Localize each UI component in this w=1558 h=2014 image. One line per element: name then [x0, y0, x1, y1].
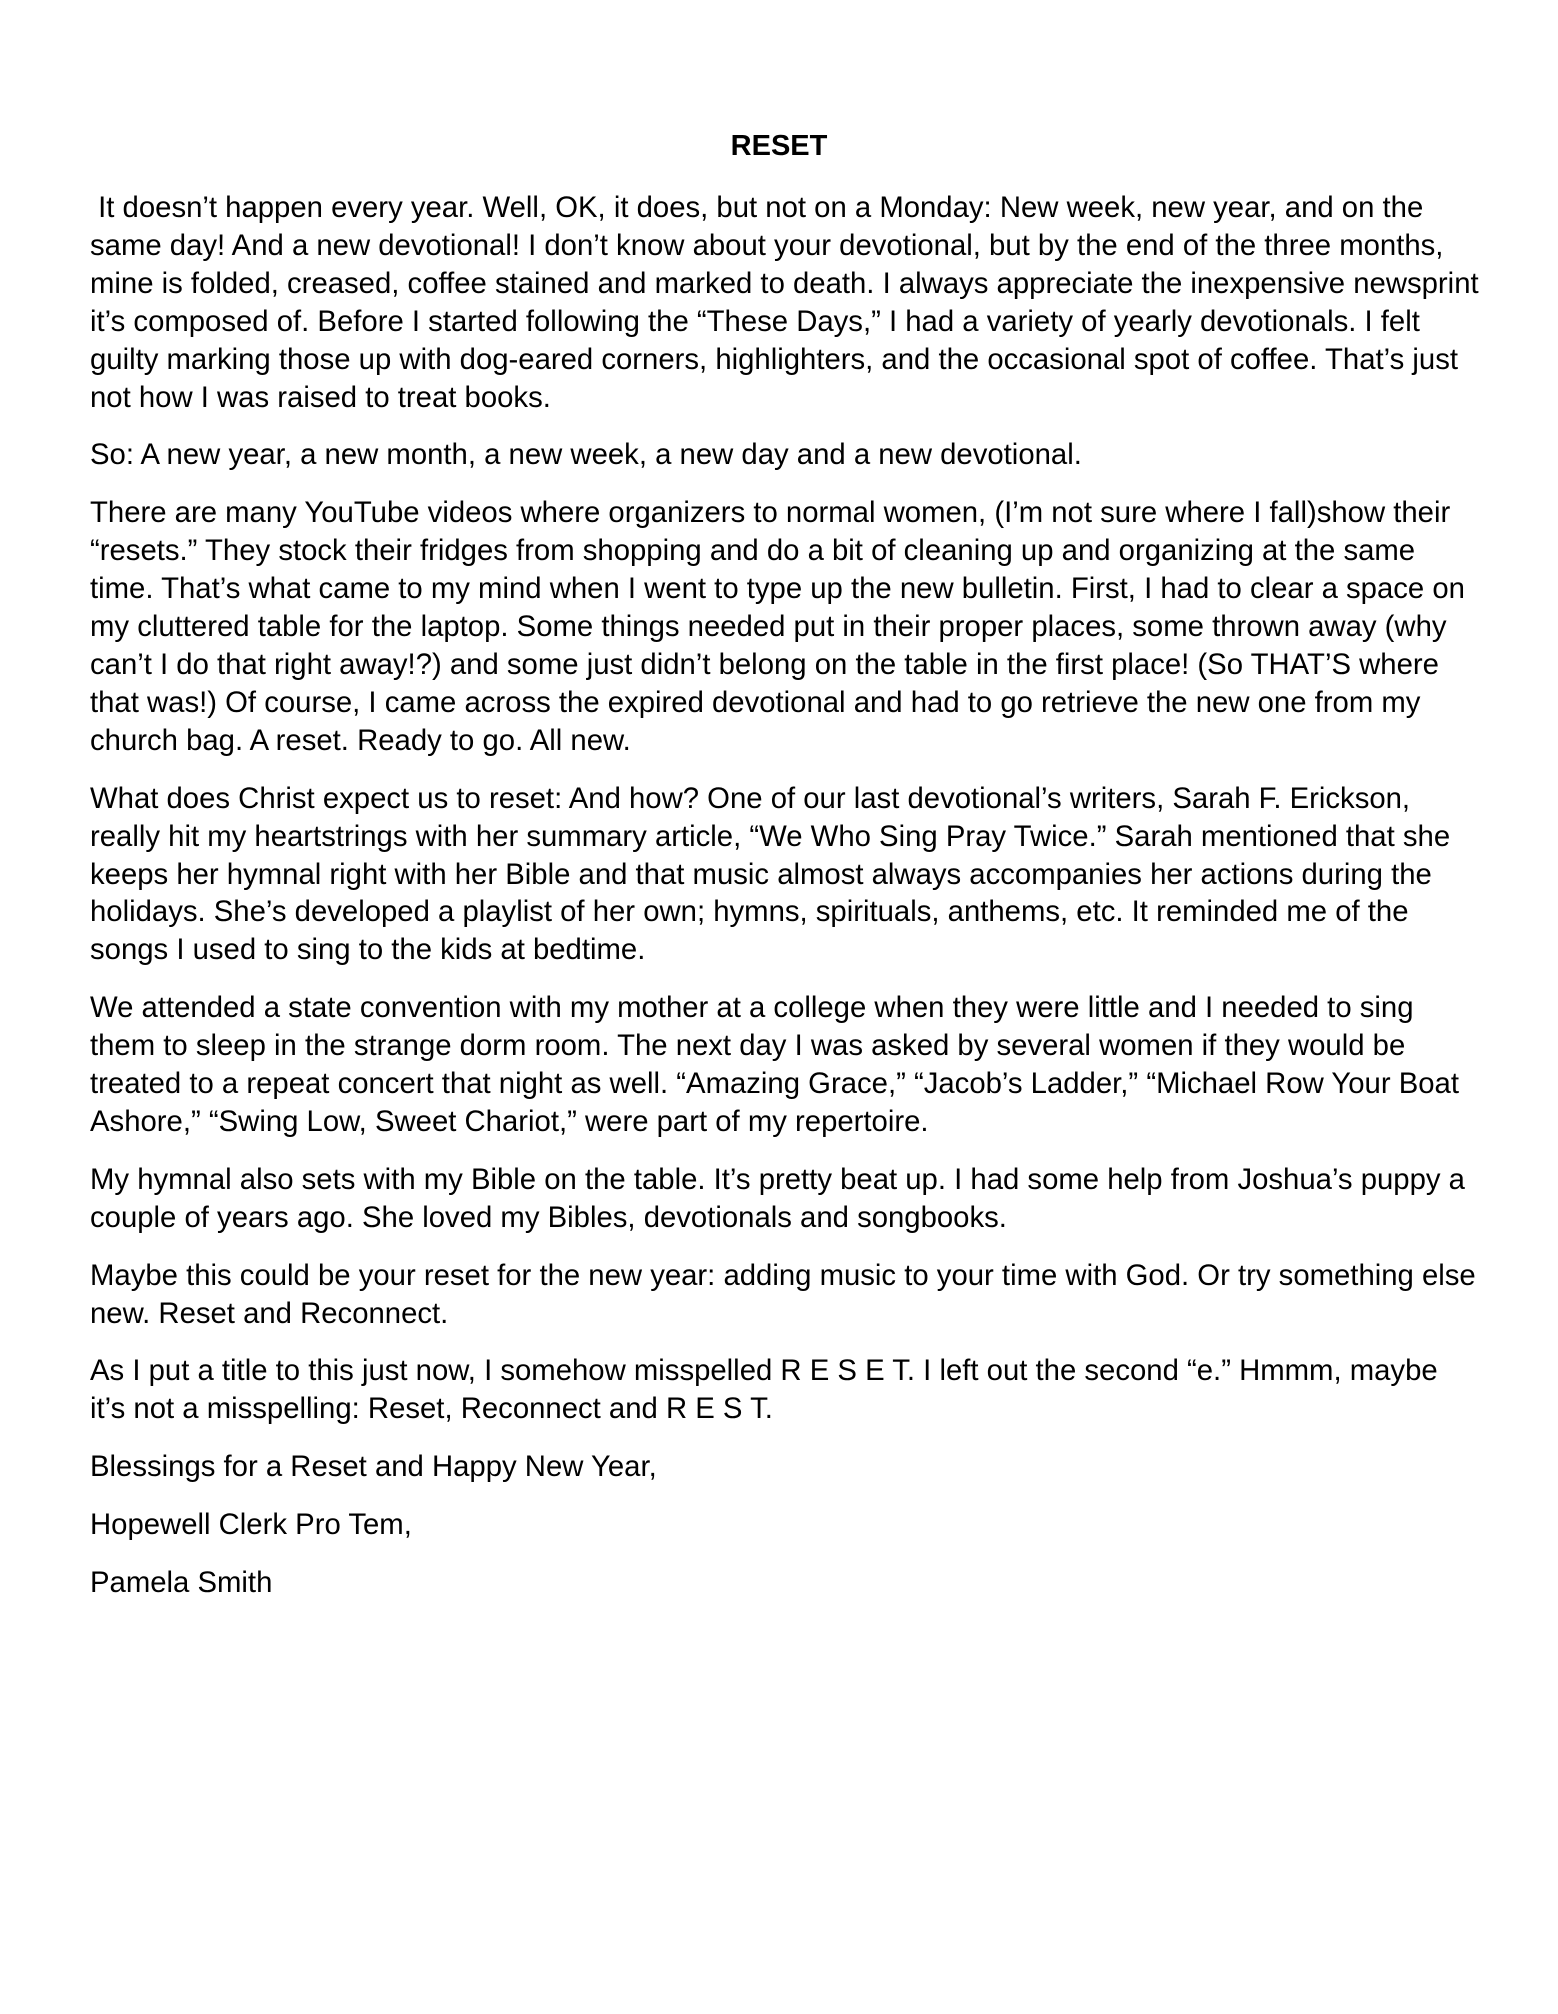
paragraph-3: There are many YouTube videos where organizers to normal women, (I’m not sure where I fall)show their “resets.” They stock their fridges from shopping and do a bit of cleaning up and organizing at the same time. That’s what came to my mind when I went to type up the new bulletin. First, I had to clear a space on my cluttered table for the laptop. Some things needed put in their proper places, some thrown away (why can’t I do that right away!?) and some just didn’t belong on the table in the first place! (So THAT’S where that was!) Of course, I came across the expired devotional and had to go retrieve the new one from my church bag. A reset. Ready to go. All new.: [90, 496, 1465, 757]
signature-name: Pamela Smith: [90, 1566, 273, 1600]
paragraph-7: Maybe this could be your reset for the new year: adding music to your time with God. Or try something else new. Reset and Reconnect.: [90, 1258, 1476, 1330]
paragraph-6: My hymnal also sets with my Bible on the table. It’s pretty beat up. I had some help from Joshua’s puppy a couple of years ago. She loved my Bibles, devotionals and songbooks.: [90, 1162, 1465, 1234]
closing-blessing: Blessings for a Reset and Happy New Year,: [90, 1450, 657, 1484]
paragraph-2: So: A new year, a new month, a new week, a new day and a new devotional.: [90, 438, 1082, 472]
paragraph-4: What does Christ expect us to reset: And how? One of our last devotional’s writers, Sarah F. Erickson, really hit my heartstrings with her summary article, “We Who Sing Pray Twice.” Sarah mentioned that she keeps her hymnal right with her Bible and that music almost always accompanies her actions during the holidays. She’s developed a playlist of her own; hymns, spirituals, anthems, etc. It reminded me of the songs I used to sing to the kids at bedtime.: [90, 781, 1451, 967]
page-title: RESET: [730, 130, 828, 162]
paragraph-1: It doesn’t happen every year. Well, OK, it does, but not on a Monday: New week, new year, and on the same day! And a new devotional! I don’t know about your devotional, but by the end of the three months, mine is folded, creased, coffee stained and marked to death. I always appreciate the inexpensive newsprint it’s composed of. Before I started following the “These Days,” I had a variety of yearly devotionals. I felt guilty marking those up with dog-eared corners, highlighters, and the occasional spot of coffee. That’s just not how I was raised to treat books.: [90, 191, 1487, 414]
paragraph-8: As I put a title to this just now, I somehow misspelled R E S E T. I left out the second “e.” Hmmm, maybe it’s not a misspelling: Reset, Reconnect and R E S T.: [90, 1354, 1438, 1426]
document-body: [90, 189, 1487, 1622]
signature-role: Hopewell Clerk Pro Tem,: [90, 1508, 412, 1542]
paragraph-5: We attended a state convention with my mother at a college when they were little and I needed to sing them to sleep in the strange dorm room. The next day I was asked by several women if they would be treated to a repeat concert that night as well. “Amazing Grace,” “Jacob’s Ladder,” “Michael Row Your Boat Ashore,” “Swing Low, Sweet Chariot,” were part of my repertoire.: [90, 991, 1459, 1138]
